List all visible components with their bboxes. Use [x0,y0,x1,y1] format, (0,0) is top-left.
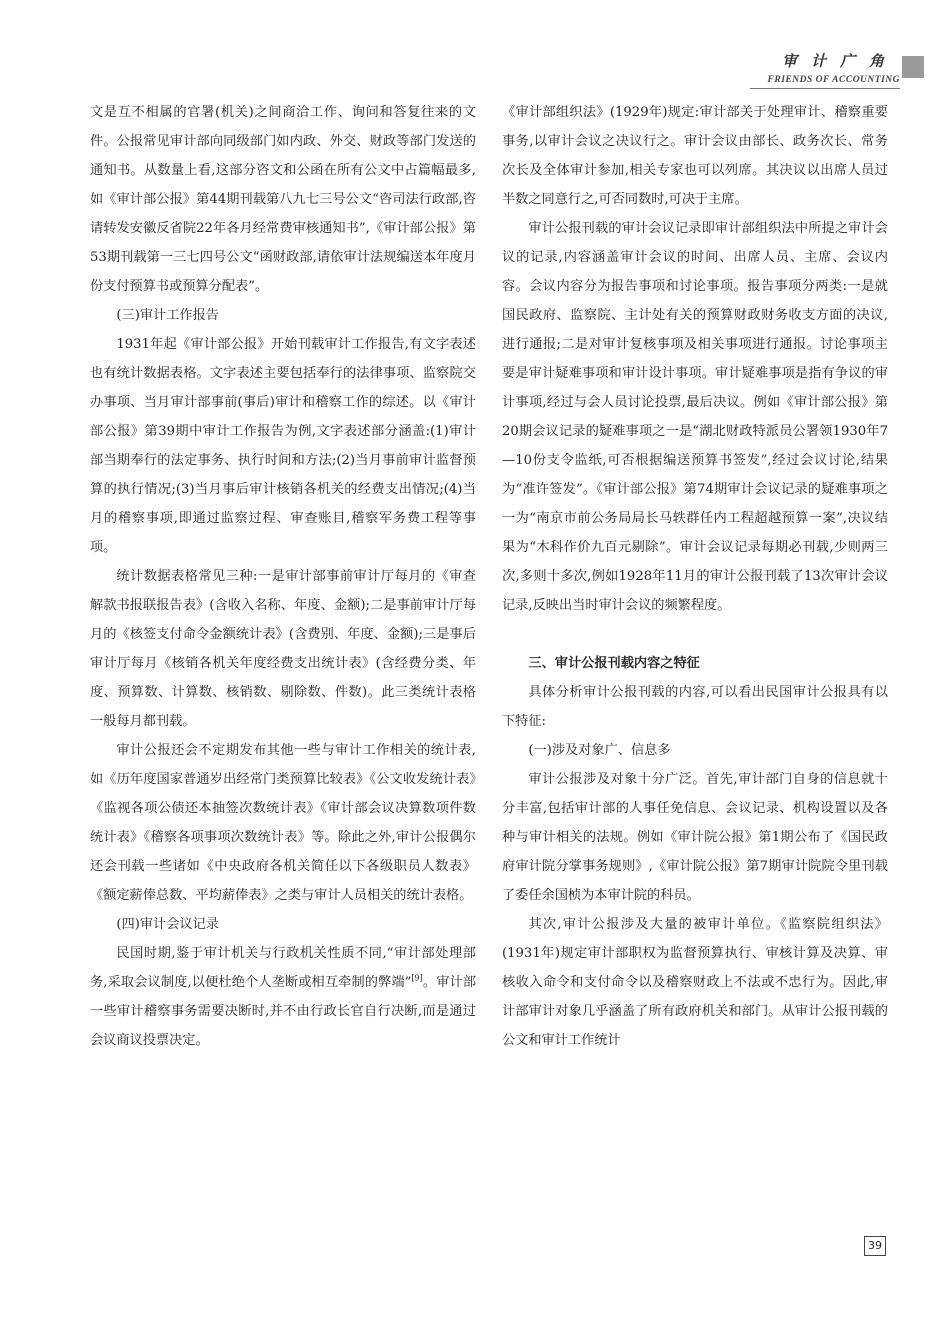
journal-section-subtitle: FRIENDS OF ACCOUNTING [767,75,900,85]
paragraph: 1931年起《审计部公报》开始刊载审计工作报告,有文字表述也有统计数据表格。文字表述主要包括奉行的法律事项、监察院交办事项、当月审计部事前(事后)审计和稽察工作的综述。以《审计部公报》第39期中审计工作报告为例,文字表述部分涵盖:(1)审计部当期奉行的法定事务、执行时间和方法;(2)当月事前审计监督预算的执行情况;(3)当月事后审计核销各机关的经费支出情况;(4)当月的稽察事项,即通过监察过程、审查账目,稽察军务费工程等事项。 [90,337,476,555]
paragraph-text: 。审计部一些审计稽察事务需要决断时,并不由行政长官自行决断,而是通过会议商议投票决定。 [90,975,477,1048]
running-header [650,50,950,90]
right-column [502,98,888,1055]
journal-section-title: 审计广角 [781,52,898,70]
paragraph: 具体分析审计公报刊载的内容,可以看出民国审计公报具有以下特征: [502,685,888,729]
paragraph: 文是互不相属的官署(机关)之间商洽工作、询问和答复往来的文件。公报常见审计部向同级部门如内政、外交、财政等部门发送的通知书。从数量上看,这部分咨文和公函在所有公文中占篇幅最多,如《审计部公报》第44期刊载第八九七三号公文“咨司法行政部,咨请转发安徽反省院22年各月经常费审核通知书”,《审计部公报》第53期刊载第一三七四号公文“函财政部,请依审计法规编送本年度月份支付预算书或预算分配表”。 [90,105,476,294]
subsection-heading: (一)涉及对象广、信息多 [528,743,671,758]
header-gray-block [902,56,924,78]
subsection-heading: (四)审计会议记录 [116,917,219,932]
paragraph: 《审计部组织法》(1929年)规定:审计部关于处理审计、稽察重要事务,以审计会议之决议行之。审计会议由部长、政务次长、常务次长及全体审计参加,相关专家也可以列席。其决议以出席人员过半数之同意行之,可否同数时,可决于主席。 [502,105,888,207]
header-rule [750,88,900,89]
subsection-heading: (三)审计工作报告 [116,308,219,323]
paragraph: 审计公报刊载的审计会议记录即审计部组织法中所提之审计会议的记录,内容涵盖审计会议的时间、出席人员、主席、会议内容。会议内容分为报告事项和讨论事项。报告事项分两类:一是就国民政府、监察院、主计处有关的预算财政财务收支方面的决议,进行通报;二是对审计复核事项及相关事项进行通报。讨论事项主要是审计疑难事项和审计设计事项。审计疑难事项是指有争议的审计事项,经过与会人员讨论投票,最后决议。例如《审计部公报》第20期会议记录的疑难事项之一是“湖北财政特派员公署领1930年7—10份支令监纸,可否根据编送预算书签发”,经过会议讨论,结果为“准许签发”。《审计部公报》第74期审计会议记录的疑难事项之一为“南京市前公务局局长马轶群任内工程超越预算一案”,决议结果为“木科作价九百元剔除”。审计会议记录每期必刊载,少则两三次,多则十多次,例如1928年11月的审计公报刊载了13次审计会议记录,反映出当时审计会议的频繁程度。 [502,221,888,613]
section-gap [502,620,888,649]
citation-ref: [9] [411,973,423,983]
page-number: 39 [864,1236,886,1256]
paragraph: 审计公报涉及对象十分广泛。首先,审计部门自身的信息就十分丰富,包括审计部的人事任免信息、会议记录、机构设置以及各种与审计相关的法规。例如《审计院公报》第1期公布了《国民政府审计院分掌事务规则》,《审计院公报》第7期审计院院令里刊载了委任余国桢为本审计院的科员。 [502,772,888,903]
left-column [90,98,476,1055]
paragraph: 统计数据表格常见三种:一是审计部事前审计厅每月的《审查解款书报联报告表》(含收入名称、年度、金额);二是事前审计厅每月的《核签支付命令金额统计表》(含费别、年度、金额);三是事后审计厅每月《核销各机关年度经费支出统计表》(含经费分类、年度、预算数、计算数、核销数、剔除数、件数)。此三类统计表格一般每月都刊载。 [90,569,476,729]
paragraph: 审计公报还会不定期发布其他一些与审计工作相关的统计表,如《历年度国家普通岁出经常门类预算比较表》《公文收发统计表》《监视各项公债还本抽签次数统计表》《审计部会议决算数项件数统计表》《稽察各项事项次数统计表》等。除此之外,审计公报偶尔还会刊载一些诸如《中央政府各机关简任以下各级职员人数表》《额定薪俸总数、平均薪俸表》之类与审计人员相关的统计表格。 [90,743,476,903]
paragraph-text: 民国时期,鉴于审计机关与行政机关性质不同,“审计部处理部务,采取会议制度,以便杜绝个人垄断或相互牵制的弊端” [90,946,476,990]
paragraph: 其次,审计公报涉及大量的被审计单位。《监察院组织法》(1931年)规定审计部职权为监督预算执行、审核计算及决算、审核收入命令和支付命令以及稽察财政上不法或不忠行为。因此,审计部审计对象几乎涵盖了所有政府机关和部门。从审计公报刊载的公文和审计工作统计 [502,917,888,1048]
section-heading: 三、审计公报刊载内容之特征 [528,656,700,671]
paragraph [90,939,476,1055]
